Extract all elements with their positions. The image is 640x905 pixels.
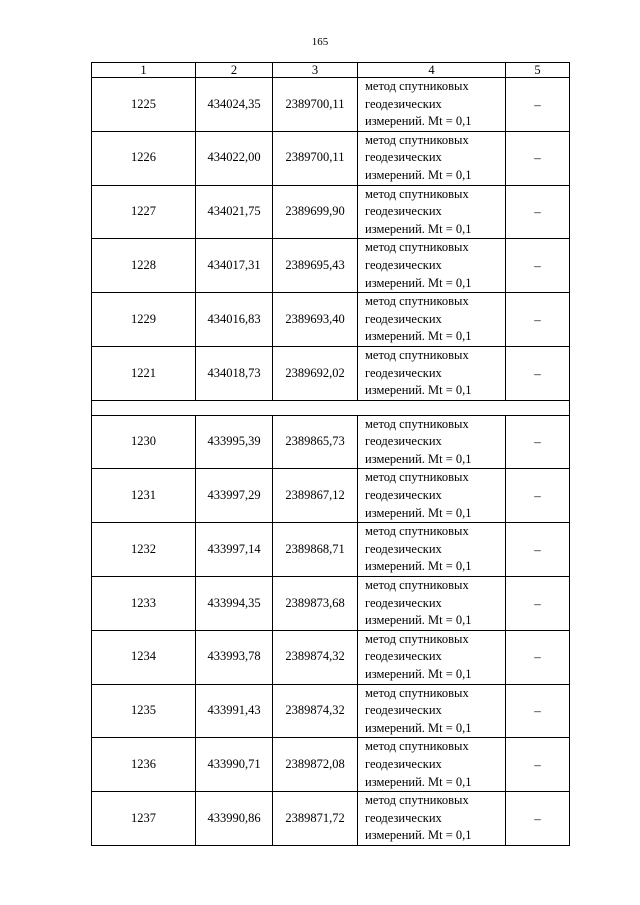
point-number-cell: 1226: [92, 131, 196, 185]
y-coordinate-cell: 2389867,12: [273, 469, 358, 523]
method-cell: [358, 738, 506, 792]
method-line: геодезических: [365, 96, 442, 111]
y-coordinate-cell: 2389700,11: [273, 78, 358, 132]
x-coordinate-cell: 433993,78: [196, 630, 273, 684]
note-cell: –: [506, 684, 570, 738]
method-line: метод спутниковых: [365, 578, 469, 593]
method-line: геодезических: [365, 810, 442, 825]
method-line: измерений. Mt = 0,1: [365, 613, 472, 628]
header-cell-1: 1: [92, 63, 196, 78]
note-cell: –: [506, 185, 570, 239]
table-row: [92, 792, 570, 846]
method-line: метод спутниковых: [365, 240, 469, 255]
method-cell: [358, 346, 506, 400]
x-coordinate-cell: 434022,00: [196, 131, 273, 185]
table-row: [92, 239, 570, 293]
x-coordinate-cell: 433995,39: [196, 415, 273, 469]
method-line: измерений. Mt = 0,1: [365, 774, 472, 789]
header-cell-3: 3: [273, 63, 358, 78]
method-line: измерений. Mt = 0,1: [365, 559, 472, 574]
method-line: измерений. Mt = 0,1: [365, 275, 472, 290]
note-cell: –: [506, 577, 570, 631]
table-header-row: [92, 63, 570, 78]
x-coordinate-cell: 433997,29: [196, 469, 273, 523]
point-number-cell: 1237: [92, 792, 196, 846]
y-coordinate-cell: 2389699,90: [273, 185, 358, 239]
note-cell: –: [506, 346, 570, 400]
method-line: геодезических: [365, 595, 442, 610]
method-line: измерений. Mt = 0,1: [365, 667, 472, 681]
table-row: [92, 415, 570, 469]
method-line: геодезических: [365, 150, 442, 165]
point-number-cell: 1234: [92, 630, 196, 684]
method-cell: [358, 415, 506, 469]
method-line: геодезических: [365, 703, 442, 718]
y-coordinate-cell: 2389874,32: [273, 684, 358, 738]
y-coordinate-cell: 2389692,02: [273, 346, 358, 400]
method-cell: [358, 185, 506, 239]
method-line: метод спутниковых: [365, 79, 469, 93]
y-coordinate-cell: 2389872,08: [273, 738, 358, 792]
table-row: [92, 523, 570, 577]
method-line: метод спутниковых: [365, 132, 469, 147]
y-coordinate-cell: 2389871,72: [273, 792, 358, 846]
note-cell: –: [506, 239, 570, 293]
table-row: [92, 630, 570, 684]
group-separator-row: [92, 400, 570, 415]
table-row: [92, 738, 570, 792]
table-row: [92, 684, 570, 738]
method-line: геодезических: [365, 756, 442, 771]
point-number-cell: 1228: [92, 239, 196, 293]
header-cell-5: 5: [506, 63, 570, 78]
point-number-cell: 1231: [92, 469, 196, 523]
point-number-cell: 1233: [92, 577, 196, 631]
method-cell: [358, 78, 506, 132]
method-line: геодезических: [365, 311, 442, 326]
method-line: метод спутниковых: [365, 470, 469, 485]
method-line: метод спутниковых: [365, 347, 469, 362]
method-cell: [358, 239, 506, 293]
x-coordinate-cell: 434021,75: [196, 185, 273, 239]
table-row: [92, 346, 570, 400]
note-cell: –: [506, 415, 570, 469]
group-separator-cell: [92, 400, 570, 415]
method-cell: [358, 131, 506, 185]
note-cell: –: [506, 523, 570, 577]
table-row: [92, 78, 570, 132]
table-body: [92, 63, 570, 846]
method-line: метод спутниковых: [365, 524, 469, 539]
y-coordinate-cell: 2389700,11: [273, 131, 358, 185]
point-number-cell: 1221: [92, 346, 196, 400]
method-line: метод спутниковых: [365, 294, 469, 309]
x-coordinate-cell: 433997,14: [196, 523, 273, 577]
method-line: измерений. Mt = 0,1: [365, 114, 472, 129]
method-line: измерений. Mt = 0,1: [365, 451, 472, 466]
point-number-cell: 1227: [92, 185, 196, 239]
y-coordinate-cell: 2389695,43: [273, 239, 358, 293]
x-coordinate-cell: 433990,86: [196, 792, 273, 846]
method-cell: [358, 469, 506, 523]
note-cell: –: [506, 293, 570, 347]
method-line: геодезических: [365, 488, 442, 503]
method-line: геодезических: [365, 365, 442, 380]
note-cell: –: [506, 131, 570, 185]
method-cell: [358, 523, 506, 577]
method-line: геодезических: [365, 434, 442, 449]
x-coordinate-cell: 434016,83: [196, 293, 273, 347]
point-number-cell: 1230: [92, 415, 196, 469]
method-line: геодезических: [365, 257, 442, 272]
method-line: метод спутниковых: [365, 793, 469, 808]
y-coordinate-cell: 2389868,71: [273, 523, 358, 577]
method-line: измерений. Mt = 0,1: [365, 221, 472, 236]
point-number-cell: 1225: [92, 78, 196, 132]
header-cell-4: 4: [358, 63, 506, 78]
page-number: 165: [311, 36, 329, 48]
point-number-cell: 1236: [92, 738, 196, 792]
method-line: измерений. Mt = 0,1: [365, 720, 472, 735]
note-cell: –: [506, 78, 570, 132]
method-cell: [358, 293, 506, 347]
x-coordinate-cell: 434024,35: [196, 78, 273, 132]
y-coordinate-cell: 2389865,73: [273, 415, 358, 469]
table-row: [92, 469, 570, 523]
note-cell: –: [506, 630, 570, 684]
method-line: измерений. Mt = 0,1: [365, 167, 472, 182]
y-coordinate-cell: 2389874,32: [273, 630, 358, 684]
point-number-cell: 1235: [92, 684, 196, 738]
note-cell: –: [506, 469, 570, 523]
method-cell: [358, 792, 506, 846]
method-cell: [358, 630, 506, 684]
coordinates-table: [91, 62, 570, 846]
table-row: [92, 577, 570, 631]
x-coordinate-cell: 433990,71: [196, 738, 273, 792]
x-coordinate-cell: 433994,35: [196, 577, 273, 631]
method-cell: [358, 577, 506, 631]
x-coordinate-cell: 433991,43: [196, 684, 273, 738]
method-line: метод спутниковых: [365, 685, 469, 700]
method-line: метод спутниковых: [365, 186, 469, 201]
header-cell-2: 2: [196, 63, 273, 78]
method-line: геодезических: [365, 204, 442, 219]
x-coordinate-cell: 434018,73: [196, 346, 273, 400]
y-coordinate-cell: 2389873,68: [273, 577, 358, 631]
method-line: геодезических: [365, 649, 442, 664]
point-number-cell: 1232: [92, 523, 196, 577]
y-coordinate-cell: 2389693,40: [273, 293, 358, 347]
note-cell: –: [506, 738, 570, 792]
method-line: метод спутниковых: [365, 416, 469, 431]
method-line: измерений. Mt = 0,1: [365, 383, 472, 398]
method-line: метод спутниковых: [365, 631, 469, 646]
method-line: измерений. Mt = 0,1: [365, 329, 472, 344]
table-row: [92, 185, 570, 239]
method-line: геодезических: [365, 541, 442, 556]
method-line: измерений. Mt = 0,1: [365, 828, 472, 843]
method-line: измерений. Mt = 0,1: [365, 505, 472, 520]
note-cell: –: [506, 792, 570, 846]
method-line: метод спутниковых: [365, 739, 469, 754]
method-cell: [358, 684, 506, 738]
table-row: [92, 131, 570, 185]
x-coordinate-cell: 434017,31: [196, 239, 273, 293]
table-row: [92, 293, 570, 347]
point-number-cell: 1229: [92, 293, 196, 347]
